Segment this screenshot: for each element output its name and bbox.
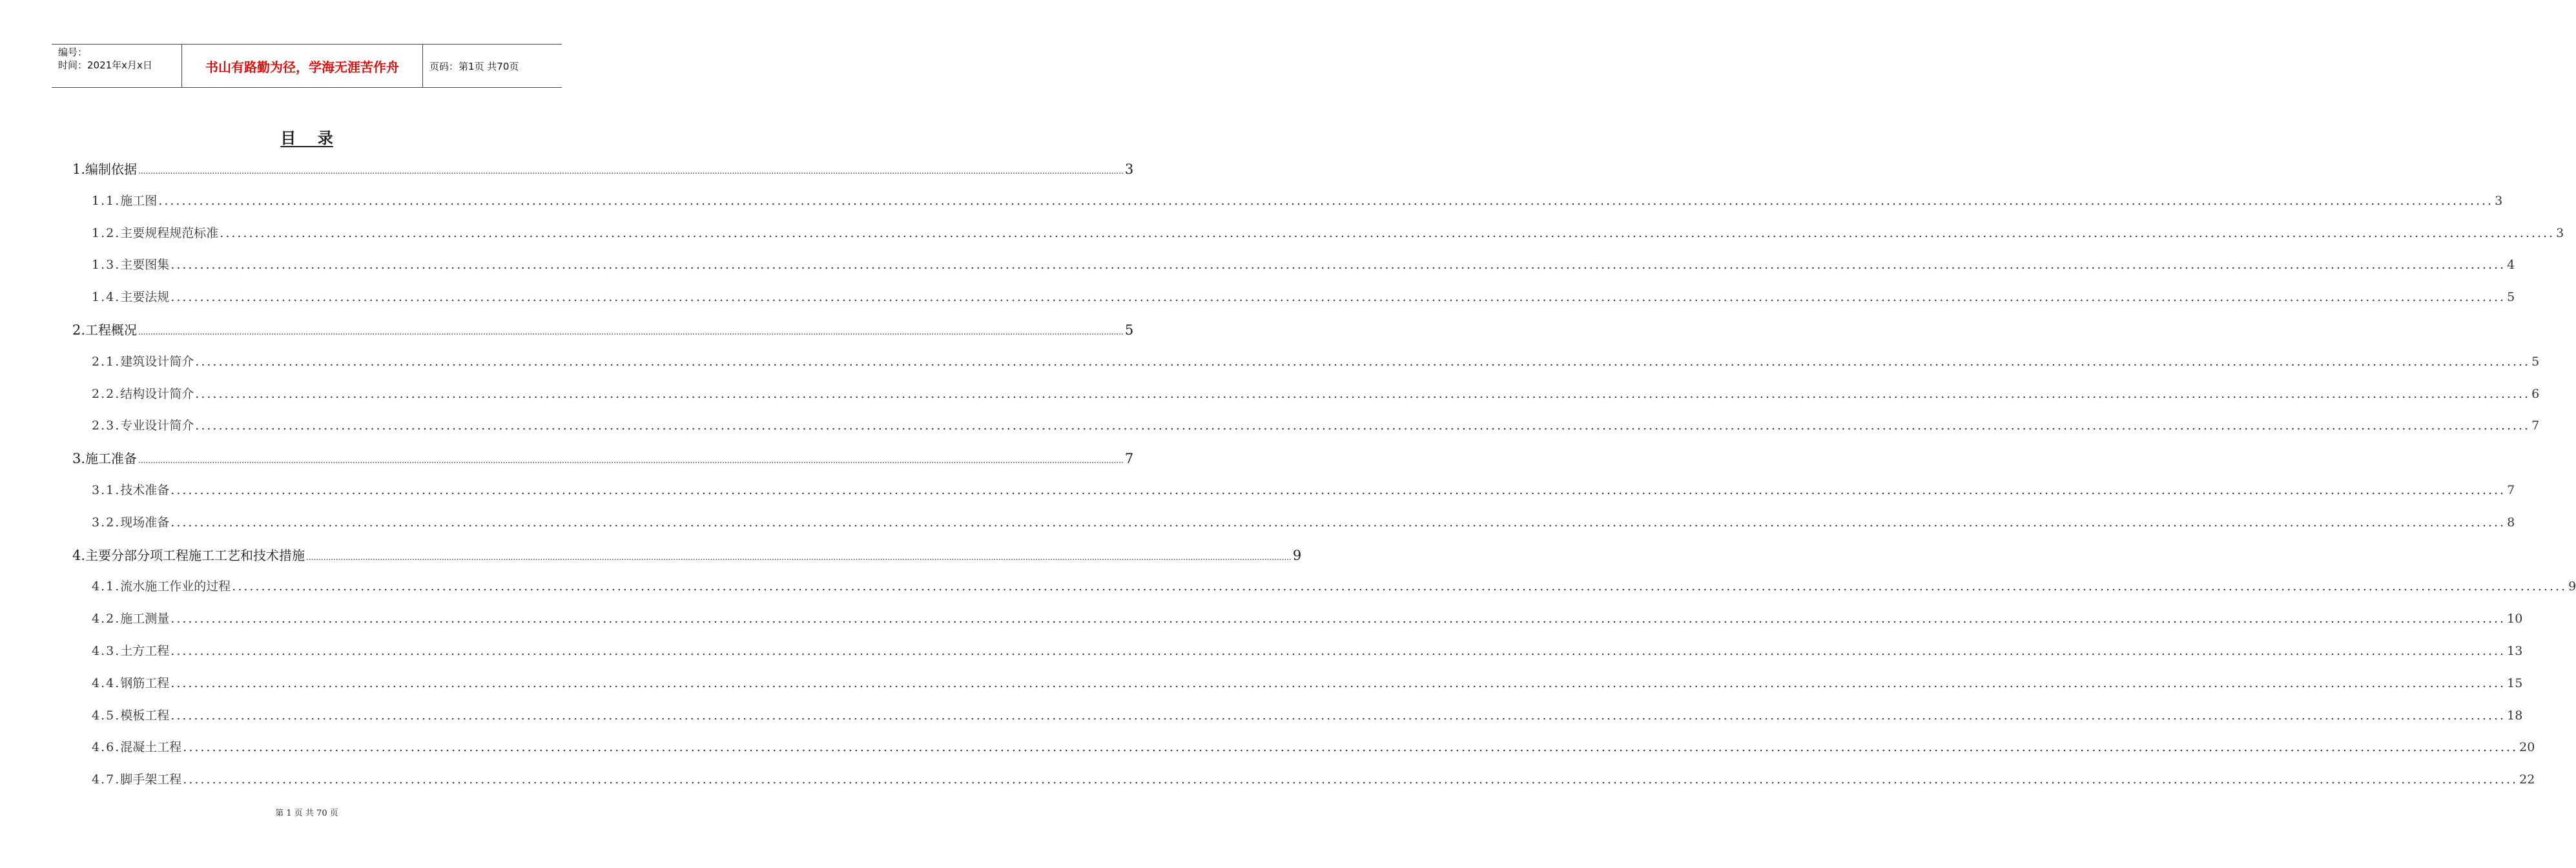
- toc-entry-page: 3: [2556, 226, 2564, 240]
- toc-entry-page: 6: [2531, 387, 2540, 401]
- toc-entry-page: 18: [2507, 708, 2523, 723]
- toc-entry[interactable]: [0, 255, 2515, 274]
- toc-entry-leader: ................................................................................................................................................................................................................................................................................................................................................................................................................: [170, 483, 2506, 497]
- toc-entry-leader: ................................................................................................................................................................................................................................................................................................................................................................................................................: [170, 676, 2506, 690]
- toc-entry-page: 13: [2507, 644, 2523, 658]
- toc-entry-page: 7: [2531, 418, 2540, 433]
- toc-entry-number: 2.1.: [92, 355, 121, 369]
- toc-entry[interactable]: [0, 384, 2540, 404]
- toc-entry-leader: ................................................................................................................................................................................................................................................................................................................................................................................................................: [170, 515, 2506, 530]
- toc-entry-number: 2.3.: [92, 418, 121, 433]
- toc-entry-number: 4.4.: [92, 676, 121, 690]
- toc-entry-label: 混凝土工程: [120, 740, 182, 754]
- toc-entry-page: 3: [2495, 194, 2503, 208]
- toc-entry-page: 9: [1292, 548, 1302, 563]
- toc-entry[interactable]: [0, 770, 2535, 789]
- toc-entry-label: 结构设计简介: [120, 387, 194, 401]
- toc-entry-page: 3: [1124, 161, 1134, 177]
- toc-entry[interactable]: [0, 513, 2515, 532]
- toc-entry-label: 建筑设计简介: [120, 355, 194, 369]
- toc-entry[interactable]: [0, 159, 1134, 178]
- toc-entry[interactable]: [0, 416, 2540, 435]
- toc-entry-label: 主要分部分项工程施工工艺和技术措施: [85, 548, 305, 563]
- toc-entry-leader: ................................................................................................................................................................................................................................................................................................................................................................................................................: [195, 387, 2531, 401]
- toc-entry-page: 5: [2531, 355, 2540, 369]
- toc-entry-label: 专业设计简介: [120, 418, 194, 433]
- toc-entry-leader: ................................................................................................................................................................................................................................................................................................................................................................................................................: [183, 772, 2519, 787]
- toc-entry-leader: ................................................................................................................................................................................................................................................................................................................................................................................................................: [183, 740, 2519, 754]
- toc-entry-label: 模板工程: [120, 708, 170, 723]
- toc-entry-leader: ................................................................................................................................................................................................................................................................................................................................................................................................................: [138, 327, 1124, 336]
- toc-entry-page: 9: [2568, 579, 2576, 594]
- toc-entry-page: 7: [1124, 451, 1134, 466]
- toc-entry-label: 施工图: [120, 194, 158, 208]
- toc-entry[interactable]: [0, 223, 2564, 243]
- toc-entry-leader: ................................................................................................................................................................................................................................................................................................................................................................................................................: [195, 418, 2531, 433]
- toc-entry[interactable]: [0, 577, 2576, 596]
- toc-entry[interactable]: [0, 641, 2523, 661]
- toc-entry-leader: ................................................................................................................................................................................................................................................................................................................................................................................................................: [170, 258, 2506, 272]
- header-time-label: 时间：2021年x月x日: [58, 59, 152, 71]
- toc-entry[interactable]: [0, 480, 2515, 500]
- header-page-info: 页码：第1页 共70页: [429, 60, 519, 72]
- toc-title-text: 目 录: [280, 129, 333, 147]
- toc-entry-leader: ................................................................................................................................................................................................................................................................................................................................................................................................................: [138, 456, 1124, 465]
- toc-entry-page: 10: [2507, 612, 2523, 626]
- toc-entry-number: 4.6.: [92, 740, 121, 754]
- toc-entry-number: 3.2.: [92, 515, 121, 530]
- toc-entry[interactable]: [0, 609, 2523, 628]
- toc-entry-label: 编制依据: [85, 161, 138, 177]
- toc-entry-label: 施工准备: [85, 451, 138, 466]
- toc-entry-label: 脚手架工程: [120, 772, 182, 787]
- toc-entry-label: 土方工程: [120, 644, 170, 658]
- header-meta: [52, 45, 182, 87]
- toc-entry-number: 4.1.: [92, 579, 121, 594]
- toc-entry-leader: ................................................................................................................................................................................................................................................................................................................................................................................................................: [158, 194, 2494, 208]
- header-motto: 书山有路勤为径，学海无涯苦作舟: [182, 45, 423, 87]
- toc-entry-number: 1.2.: [92, 226, 121, 240]
- toc-entry-number: 4.: [72, 548, 86, 563]
- toc-entry-page: 8: [2507, 515, 2515, 530]
- toc-entry-number: 1.1.: [92, 194, 121, 208]
- toc-entry[interactable]: [0, 191, 2503, 211]
- toc-entry-leader: ................................................................................................................................................................................................................................................................................................................................................................................................................: [170, 612, 2506, 626]
- toc-entry[interactable]: [0, 352, 2540, 371]
- toc-entry-page: 15: [2507, 676, 2523, 690]
- toc-entry-leader: ................................................................................................................................................................................................................................................................................................................................................................................................................: [306, 553, 1292, 562]
- toc-entry[interactable]: [0, 738, 2535, 757]
- page-header: [52, 44, 562, 88]
- toc-entry-number: 2.: [72, 322, 86, 338]
- toc-entry-number: 4.7.: [92, 772, 121, 787]
- toc-entry-leader: ................................................................................................................................................................................................................................................................................................................................................................................................................: [195, 355, 2531, 369]
- toc-entry-page: 22: [2519, 772, 2535, 787]
- toc-title: [0, 125, 613, 148]
- toc-entry-label: 工程概况: [85, 322, 138, 338]
- toc-entry-number: 2.2.: [92, 387, 121, 401]
- toc-entry-label: 主要规程规范标准: [120, 226, 219, 240]
- toc-entry-leader: ................................................................................................................................................................................................................................................................................................................................................................................................................: [138, 167, 1124, 176]
- toc-entry-leader: ................................................................................................................................................................................................................................................................................................................................................................................................................: [220, 226, 2555, 240]
- toc-entry[interactable]: [0, 320, 1134, 339]
- toc-entry-label: 流水施工作业的过程: [120, 579, 231, 594]
- toc-entry-number: 1.: [72, 161, 86, 177]
- toc-entry[interactable]: [0, 706, 2523, 725]
- toc-entry-page: 7: [2507, 483, 2515, 497]
- toc-entry-number: 4.2.: [92, 612, 121, 626]
- toc-entry[interactable]: [0, 287, 2515, 307]
- toc-entry-leader: ................................................................................................................................................................................................................................................................................................................................................................................................................: [170, 708, 2506, 723]
- toc-entry[interactable]: [0, 545, 1302, 564]
- toc-entry-leader: ................................................................................................................................................................................................................................................................................................................................................................................................................: [170, 290, 2506, 304]
- toc-entry-label: 主要图集: [120, 258, 170, 272]
- toc-entry-page: 4: [2507, 258, 2515, 272]
- toc-entry-label: 主要法规: [120, 290, 170, 304]
- toc-entry-number: 1.4.: [92, 290, 121, 304]
- toc-entry-page: 20: [2519, 740, 2535, 754]
- toc-entry-number: 1.3.: [92, 258, 121, 272]
- page-footer: 第 1 页 共 70 页: [275, 809, 338, 818]
- header-number-label: 编号：: [58, 46, 88, 58]
- toc-entry[interactable]: [0, 448, 1134, 468]
- toc-entry-number: 4.3.: [92, 644, 121, 658]
- toc-entry-page: 5: [1124, 322, 1134, 338]
- toc-entry-leader: ................................................................................................................................................................................................................................................................................................................................................................................................................: [232, 579, 2568, 594]
- toc-entry-number: 4.5.: [92, 708, 121, 723]
- toc-entry-number: 3.1.: [92, 483, 121, 497]
- toc-entry-leader: ................................................................................................................................................................................................................................................................................................................................................................................................................: [170, 644, 2506, 658]
- toc-entry-label: 现场准备: [120, 515, 170, 530]
- toc-entry-label: 技术准备: [120, 483, 170, 497]
- toc-entry[interactable]: [0, 674, 2523, 693]
- toc-entry-label: 施工测量: [120, 612, 170, 626]
- toc-entry-label: 钢筋工程: [120, 676, 170, 690]
- toc-entry-page: 5: [2507, 290, 2515, 304]
- toc-entry-number: 3.: [72, 451, 86, 466]
